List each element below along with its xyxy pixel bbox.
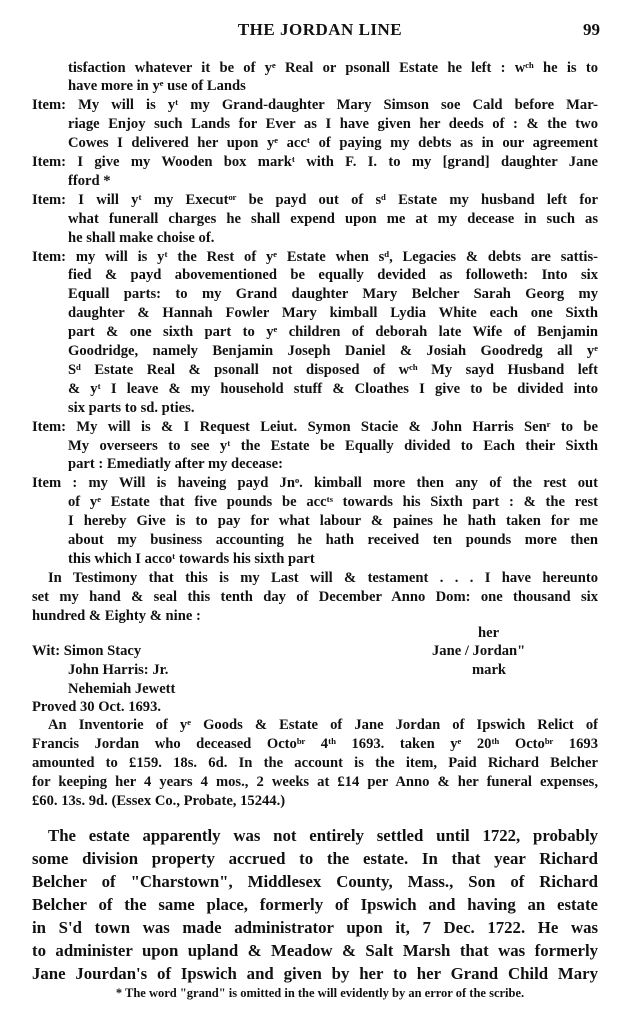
text-line: tisfaction whatever it be of yᵉ Real or psonall Estate he left : wᶜʰ he is to [68, 59, 598, 76]
text-line: riage Enjoy such Lands for Ever as I have given her deeds of : & the two [68, 116, 598, 133]
text-line: to administer upon upland & Meadow & Salt Marsh that was formerly [32, 941, 598, 960]
text-line: have more in yᵉ use of Lands [68, 78, 246, 95]
text-line: what funerall charges he shall expend upon me at my decease in such as [68, 210, 598, 227]
signer-name: Jane / Jordan" [432, 643, 526, 659]
text-line: fied & payd abovementioned be equally devided as followeth: Into six [68, 267, 598, 284]
text-line: some division property accrued to the estate. In that year Richard [32, 849, 598, 868]
proved-date: Proved 30 Oct. 1693. [32, 699, 162, 715]
text-line: Sᵈ Estate Real & psonall not disposed of wᶜʰ My sayd Husband left [68, 361, 598, 378]
text-line: hundred & Eighty & nine : [32, 607, 201, 624]
signature-mark: mark [472, 662, 507, 678]
text-line: In Testimony that this is my Last will & testament . . . I have hereunto [48, 569, 598, 586]
text-line: part : Emediatly after my decease: [68, 456, 283, 473]
page-number: 99 [583, 20, 600, 39]
text-line: & yᵗ I leave & my household stuff & Cloathes I give to be divided into [68, 380, 598, 397]
text-line: this which I accoᵗ towards his sixth part [68, 550, 315, 567]
witness-2: John Harris: Jr. [68, 662, 169, 678]
text-line: six parts to sd. pties. [68, 399, 195, 416]
text-line: £60. 13s. 9d. (Essex Co., Probate, 15244.) [32, 793, 286, 809]
text-line: Equall parts: to my Grand daughter Mary Belcher Sarah Georg my [68, 286, 598, 303]
text-line: Belcher of the same place, formerly of Ipswich and having an estate [32, 895, 598, 914]
text-line: Item: My will is yᵗ my Grand-daughter Mary Simson soe Cald before Mar- [32, 97, 598, 114]
text-line: Item: My will is & I Request Leiut. Symon Stacie & John Harris Senʳ to be [32, 418, 598, 435]
text-line: about my business accounting he hath received ten pounds more then [68, 532, 598, 548]
text-line: fford * [68, 172, 111, 189]
text-line: Goodridge, namely Benjamin Joseph Daniel & Josiah Goodredg all yᵉ [68, 343, 598, 359]
text-line: he shall make choise of. [68, 229, 215, 246]
text-line: Item: I will yᵗ my Executᵒʳ be payd out of sᵈ Estate my husband left for [32, 191, 598, 208]
text-line: Item : my Will is haveing payd Jnᵒ. kimball more then any of the rest out [32, 475, 598, 492]
text-line: My overseers to see yᵗ the Estate be Equally divided to Each their Sixth [68, 437, 598, 454]
text-line: of yᵉ Estate that five pounds be accᵗˢ towards his Sixth part : & the rest [68, 494, 598, 511]
footnote: * The word "grand" is omitted in the will evidently by an error of the scribe. [115, 986, 525, 1000]
text-line: for keeping her 4 years 4 mos., 2 weeks at £14 per Anno & her funeral expenses, [32, 774, 598, 790]
text-line: set my hand & seal this tenth day of December Anno Dom: one thousand six [32, 588, 598, 605]
text-line: part & one sixth part to yᵉ children of deborah late Wife of Benjamin [68, 324, 598, 341]
text-line: Cowes I delivered her upon yᵉ accᵗ of paying my debts as in our agreement [68, 135, 598, 152]
text-line: I hereby Give is to pay for what labour & paines he hath taken for me [68, 513, 598, 530]
text-line: Francis Jordan who deceased Octoᵇʳ 4ᵗʰ 1693. taken yᵉ 20ᵗʰ Octoᵇʳ 1693 [32, 736, 598, 752]
text-line: The estate apparently was not entirely settled until 1722, probably [48, 826, 598, 845]
running-header [0, 18, 640, 42]
witness-1: Wit: Simon Stacy [32, 643, 142, 659]
witness-3: Nehemiah Jewett [68, 681, 176, 697]
text-line: Item: I give my Wooden box markᵗ with F. I. to my [grand] daughter Jane [32, 154, 598, 170]
text-line: Belcher of "Charstown", Middlesex County, Mass., Son of Richard [32, 872, 598, 891]
signature-her: her [478, 625, 500, 641]
running-title: THE JORDAN LINE [237, 20, 403, 39]
text-line: An Inventorie of yᵉ Goods & Estate of Jane Jordan of Ipswich Relict of [48, 717, 598, 733]
text-line: in S'd town was made administrator upon it, 7 Dec. 1722. He was [32, 918, 598, 937]
text-line: Jane Jourdan's of Ipswich and given by her to her Grand Child Mary [32, 964, 598, 983]
text-line: amounted to £159. 18s. 6d. In the account is the item, Paid Richard Belcher [32, 755, 598, 771]
text-line: Item: my will is yᵗ the Rest of yᵉ Estate when sᵈ, Legacies & debts are sattis- [32, 248, 598, 265]
text-line: daughter & Hannah Fowler Mary kimball Lydia White each one Sixth [68, 305, 598, 322]
